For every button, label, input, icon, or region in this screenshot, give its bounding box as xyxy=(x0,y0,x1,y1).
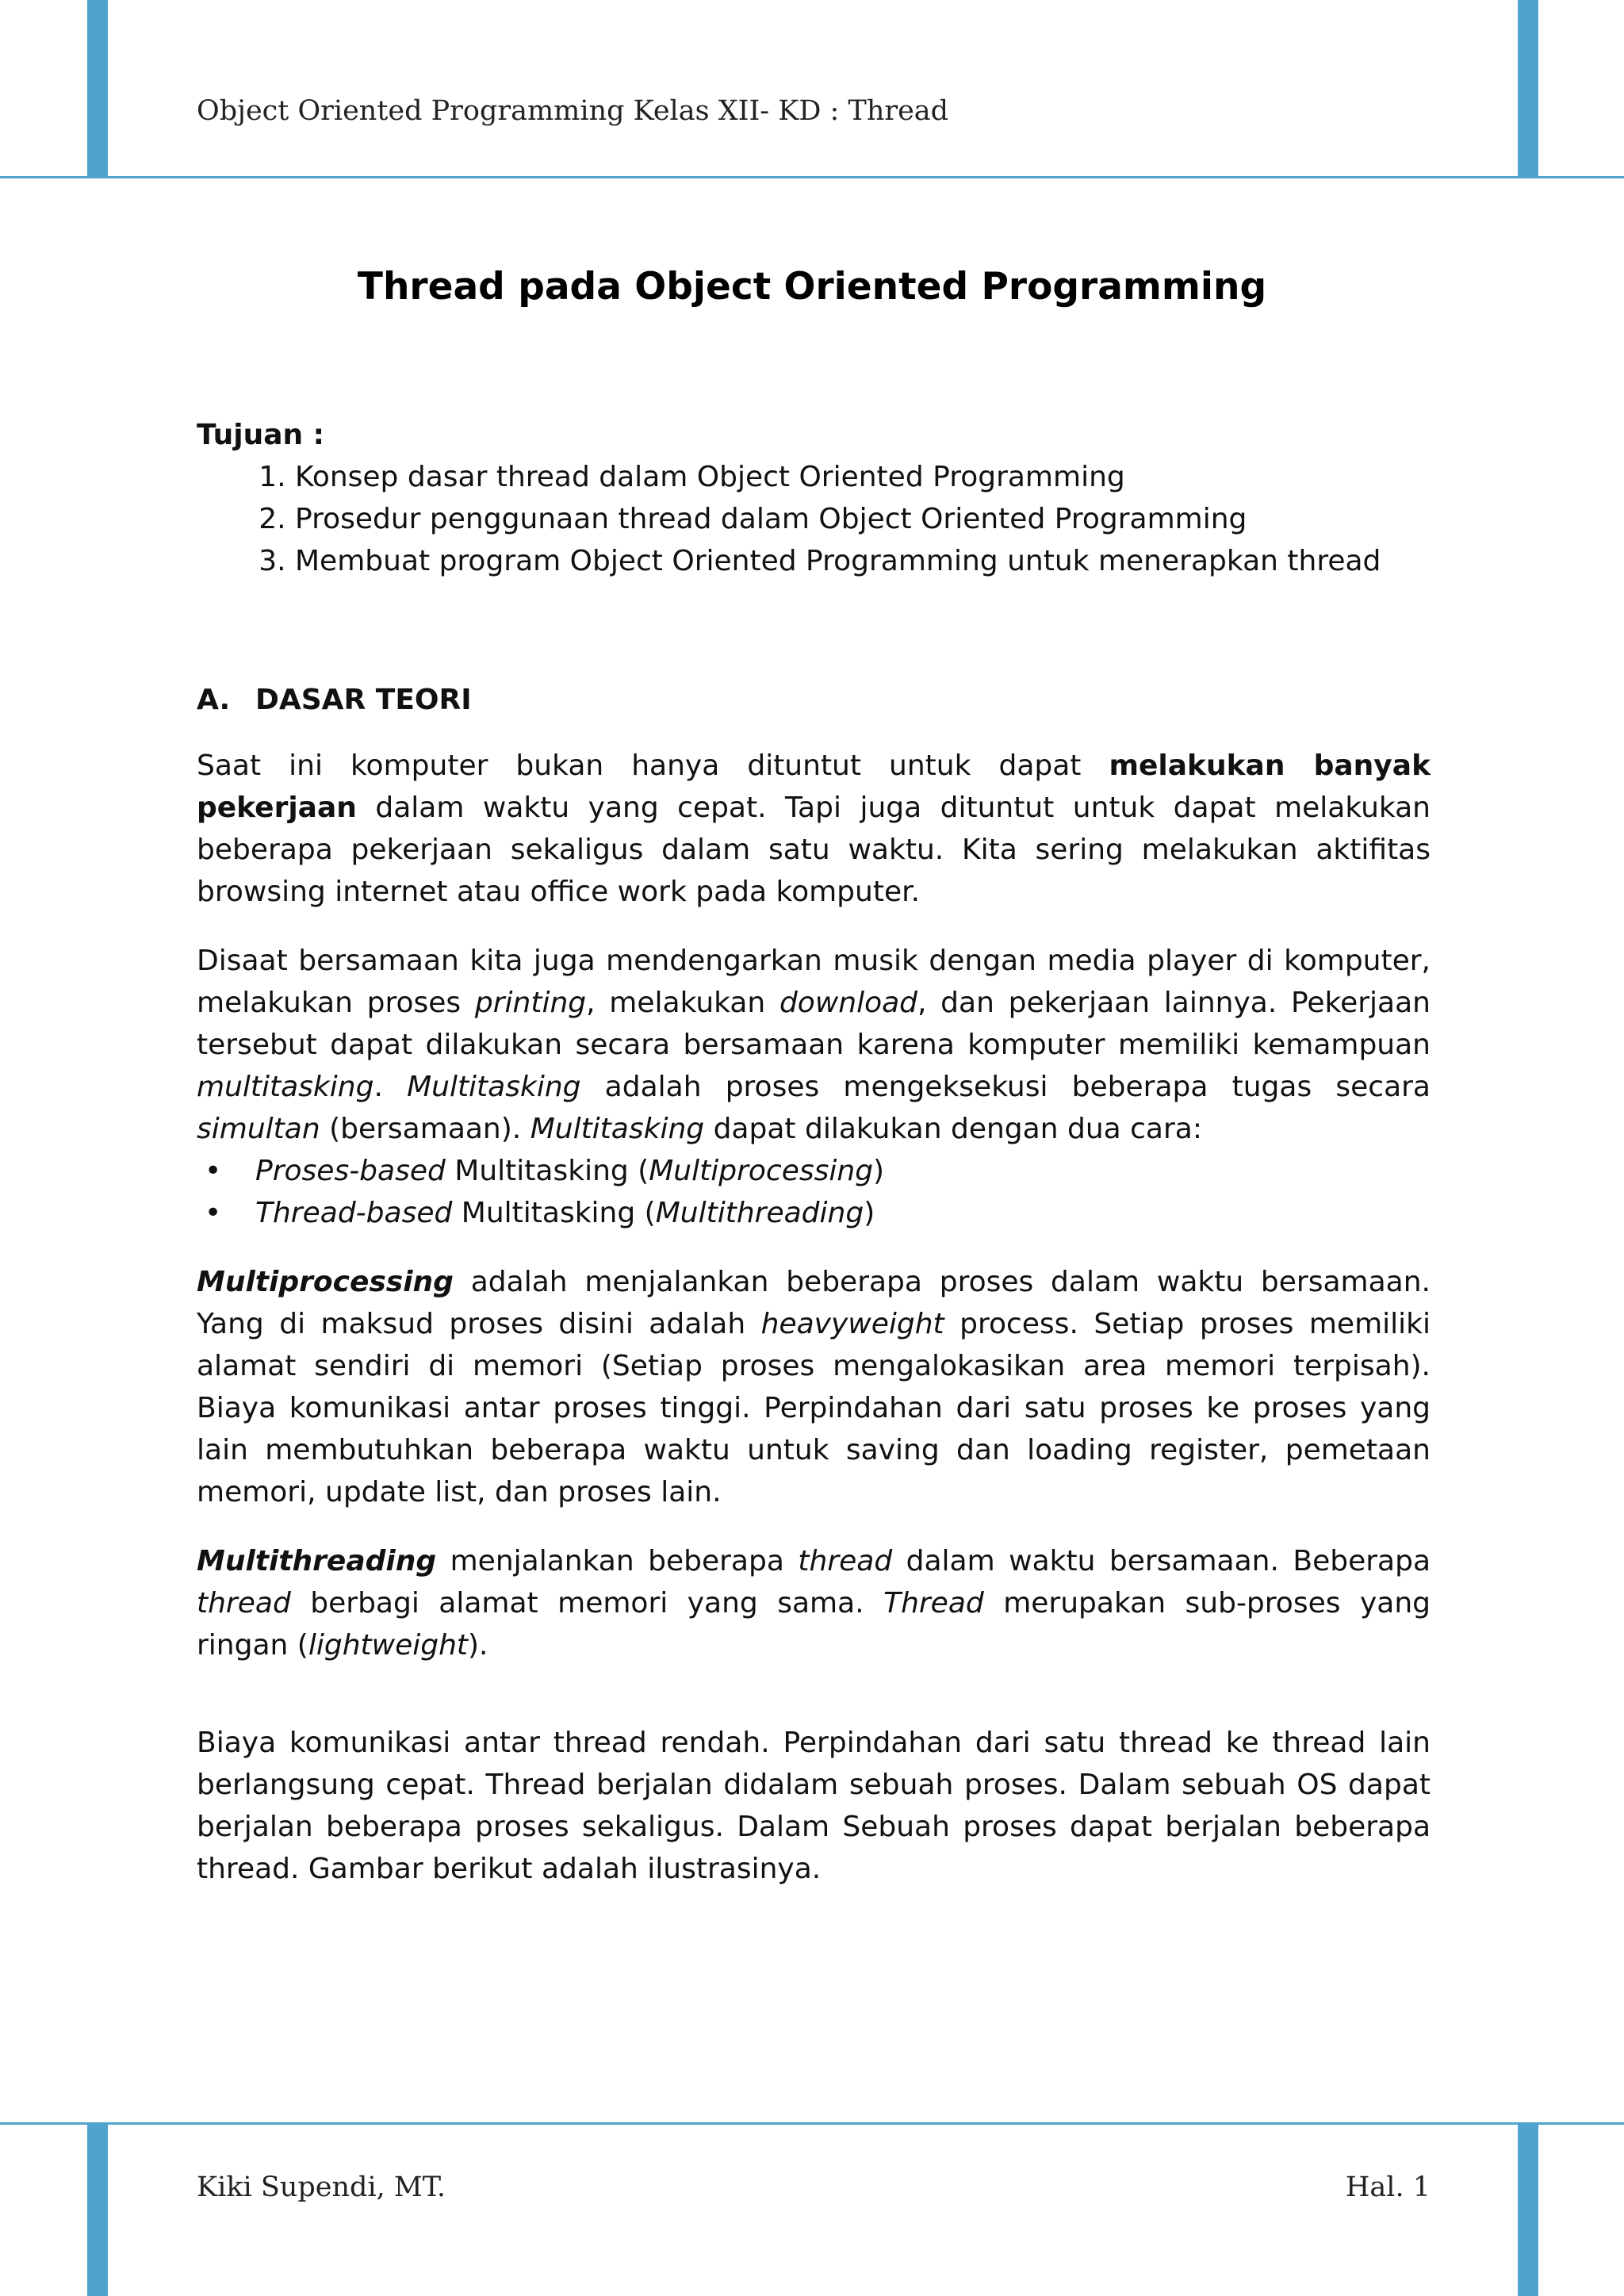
paragraph-2: Disaat bersamaan kita juga mendengarkan musik dengan media player di komputer, melakukan proses printing, melakukan download, dan pekerjaan lainnya. Pekerjaan tersebut dapat dilakukan secara bersamaan karena komputer memiliki kemampuan multitasking. Multitasking adalah proses mengeksekusi beberapa tugas secara simultan (bersamaan). Multitasking dapat dilakukan dengan dua cara: xyxy=(197,945,1431,1145)
frame-bar-top-left xyxy=(87,0,108,176)
list-item: • Thread-based Multitasking (Multithreading) xyxy=(255,1192,1431,1234)
footer-rule xyxy=(0,2122,1624,2125)
emphasis-text: melakukan banyak pekerjaan xyxy=(197,749,1431,824)
page-title: Thread pada Object Oriented Programming xyxy=(357,265,1267,309)
paragraph-multiprocessing: Multiprocessing adalah menjalankan beberapa proses dalam waktu bersamaan. Yang di maksud proses disini adalah heavyweight process. Setiap proses memiliki alamat sendiri di memori (Setiap proses mengalokasikan area memori terpisah). Biaya komunikasi antar proses tinggi. Perpindahan dari satu proses ke proses yang lain membutuhkan beberapa waktu untuk saving dan loading register, pemetaan memori, update list, dan proses lain. xyxy=(197,1266,1431,1508)
paragraph-multithreading: Multithreading menjalankan beberapa thread dalam waktu bersamaan. Beberapa thread berbagi alamat memori yang sama. Thread merupakan sub-proses yang ringan (lightweight). xyxy=(197,1545,1431,1662)
multitasking-methods-list xyxy=(197,1150,1431,1234)
footer-author: Kiki Supendi, MT. xyxy=(197,2171,446,2203)
tujuan-label: Tujuan : xyxy=(197,419,325,451)
frame-bar-top-right xyxy=(1518,0,1538,176)
list-item: • Proses-based Multitasking (Multiprocessing) xyxy=(255,1150,1431,1192)
running-header: Object Oriented Programming Kelas XII- KD : Thread xyxy=(197,95,949,127)
footer-page-number: Hal. 1 xyxy=(1345,2171,1431,2203)
main-content xyxy=(197,414,1431,1917)
frame-bar-bottom-left xyxy=(87,2124,108,2296)
section-heading xyxy=(197,679,1431,721)
header-rule xyxy=(0,176,1624,178)
goal-item: 2. Prosedur penggunaan thread dalam Object Oriented Programming xyxy=(295,498,1431,540)
paragraph-thread-cost: Biaya komunikasi antar thread rendah. Perpindahan dari satu thread ke thread lain berlangsung cepat. Thread berjalan didalam sebuah proses. Dalam sebuah OS dapat berjalan beberapa proses sekaligus. Dalam Sebuah proses dapat berjalan beberapa thread. Gambar berikut adalah ilustrasinya. xyxy=(197,1727,1431,1885)
frame-bar-bottom-right xyxy=(1518,2124,1538,2296)
goal-item: 1. Konsep dasar thread dalam Object Oriented Programming xyxy=(295,456,1431,498)
goal-item: 3. Membuat program Object Oriented Programming untuk menerapkan thread xyxy=(295,540,1431,582)
paragraph-1: Saat ini komputer bukan hanya dituntut untuk dapat melakukan banyak pekerjaan dalam waktu yang cepat. Tapi juga dituntut untuk dapat melakukan beberapa pekerjaan sekaligus dalam satu waktu. Kita sering melakukan aktifitas browsing internet atau office work pada komputer. xyxy=(197,749,1431,908)
section-number: A. xyxy=(197,684,231,716)
goals-list xyxy=(197,456,1431,582)
section-title: DASAR TEORI xyxy=(255,684,472,716)
